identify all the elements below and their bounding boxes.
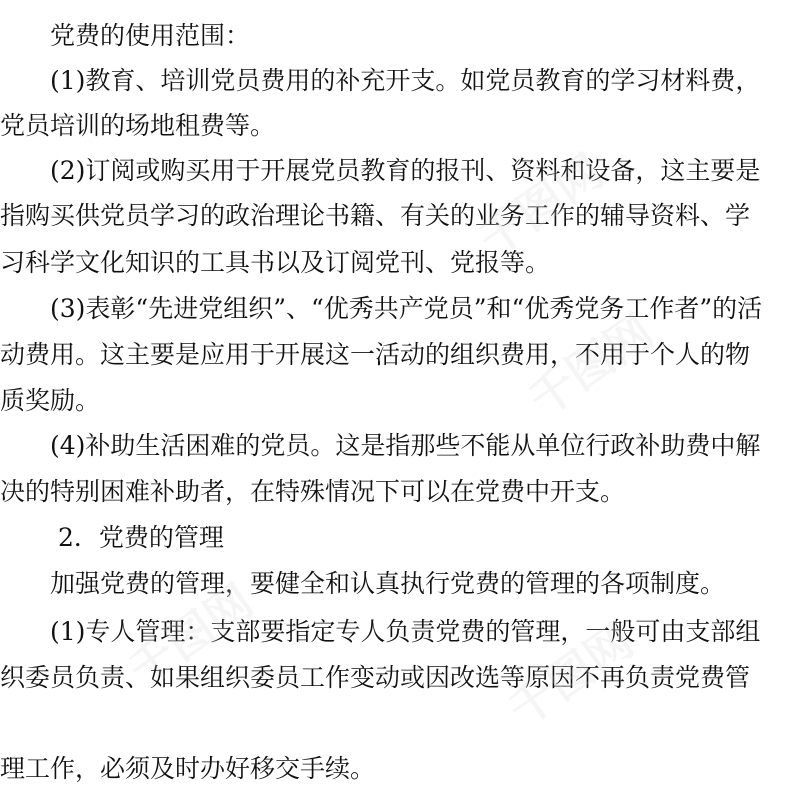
text-line: 动费用。这主要是应用于开展这一活动的组织费用，不用于个人的物 <box>0 340 751 369</box>
watermark: 千图网 <box>498 613 643 738</box>
watermark: 千图网 <box>518 303 663 428</box>
text-line: 习科学文化知识的工具书以及订阅党刊、党报等。 <box>0 248 551 277</box>
text-line: 党费的使用范围： <box>0 21 251 50</box>
text-line: 理工作，必须及时办好移交手续。 <box>0 754 376 783</box>
section-heading: 2．党费的管理 <box>0 523 224 552</box>
text-line: 指购买供党员学习的政治理论书籍、有关的业务工作的辅导资料、学 <box>0 201 751 230</box>
text-line: 加强党费的管理，要健全和认真执行党费的管理的各项制度。 <box>0 569 726 598</box>
text-line: 党员培训的场地租费等。 <box>0 111 276 140</box>
text-line: (3)表彰“先进党组织”、“优秀共产党员”和“优秀党务工作者”的活 <box>0 294 763 323</box>
text-line: (1)专人管理：支部要指定专人负责党费的管理，一般可由支部组 <box>0 617 761 646</box>
text-line: 质奖励。 <box>0 386 101 415</box>
text-line: (1)教育、培训党员费用的补充开支。如党员教育的学习材料费， <box>0 66 761 95</box>
text-line: (2)订阅或购买用于开展党员教育的报刊、资料和设备，这主要是 <box>0 156 761 185</box>
text-line: 织委员负责、如果组织委员工作变动或因改选等原因不再负责党费管 <box>0 663 751 692</box>
watermark: 千图网 <box>118 573 263 698</box>
watermark: 千图网 <box>468 143 613 268</box>
text-line: 决的特别困难补助者，在特殊情况下可以在党费中开支。 <box>0 477 626 506</box>
text-line: (4)补助生活困难的党员。这是指那些不能从单位行政补助费中解 <box>0 431 761 460</box>
